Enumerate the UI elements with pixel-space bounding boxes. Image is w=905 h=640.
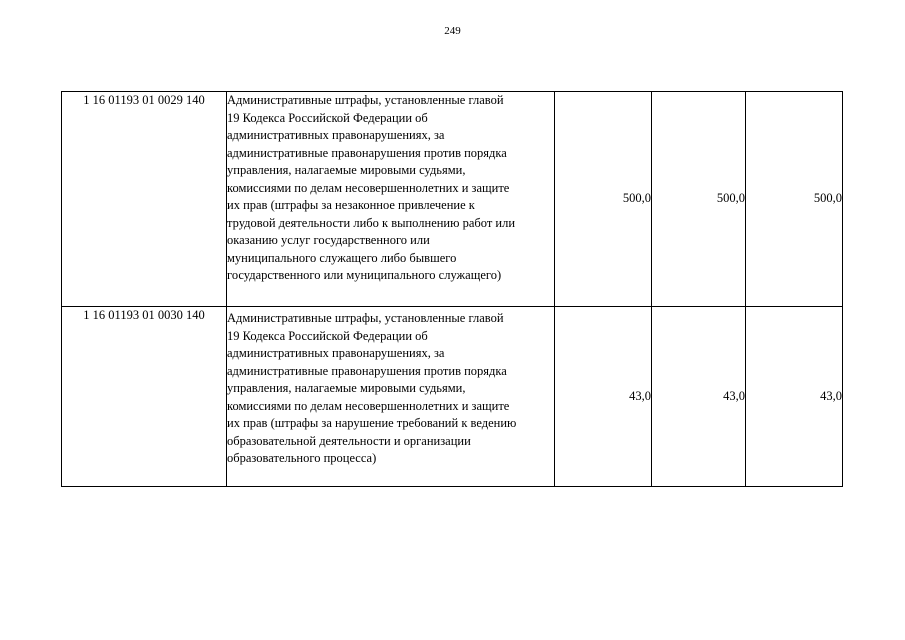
description-line: комиссиями по делам несовершеннолетних и защите <box>227 398 510 413</box>
budget-table <box>61 91 843 487</box>
amount-cell: 500,0 <box>555 92 652 307</box>
amount-cell: 43,0 <box>746 307 843 487</box>
description-line: управления, налагаемые мировыми судьями, <box>227 163 466 177</box>
description-line: комиссиями по делам несовершеннолетних и защите <box>227 180 510 195</box>
amount-cell: 43,0 <box>555 307 652 487</box>
amount-cell: 43,0 <box>652 307 746 487</box>
amount-cell: 500,0 <box>746 92 843 307</box>
budget-code: 1 16 01193 01 0029 140 <box>62 92 227 307</box>
description-line: Административные штрафы, установленные главой <box>227 93 504 107</box>
description-line: их прав (штрафы за нарушение требований к ведению <box>227 416 517 430</box>
description-line: государственного или муниципального служащего) <box>227 268 502 282</box>
description-line: административных правонарушениях, за <box>227 346 445 360</box>
description-line: образовательного процесса) <box>227 451 377 465</box>
table-row <box>62 307 843 487</box>
description-line: трудовой деятельности либо к выполнению работ или <box>227 215 516 230</box>
description <box>227 307 555 487</box>
description-line: административных правонарушениях, за <box>227 128 445 142</box>
amount-cell: 500,0 <box>652 92 746 307</box>
description-line: оказанию услуг государственного или <box>227 233 430 247</box>
description <box>227 92 555 307</box>
page-number: 249 <box>444 25 461 37</box>
description-line: управления, налагаемые мировыми судьями, <box>227 381 466 395</box>
description-line: муниципального служащего либо бывшего <box>227 250 457 265</box>
description-line: образовательной деятельности и организации <box>227 433 471 448</box>
description-line: административные правонарушения против порядка <box>227 363 507 378</box>
description-line: Административные штрафы, установленные главой <box>227 311 504 325</box>
description-line: 19 Кодекса Российской Федерации об <box>227 328 428 343</box>
description-line: их прав (штрафы за незаконное привлечение к <box>227 198 475 212</box>
description-line: 19 Кодекса Российской Федерации об <box>227 110 428 125</box>
budget-code: 1 16 01193 01 0030 140 <box>62 307 227 487</box>
description-line: административные правонарушения против порядка <box>227 145 507 160</box>
table-row <box>62 92 843 307</box>
